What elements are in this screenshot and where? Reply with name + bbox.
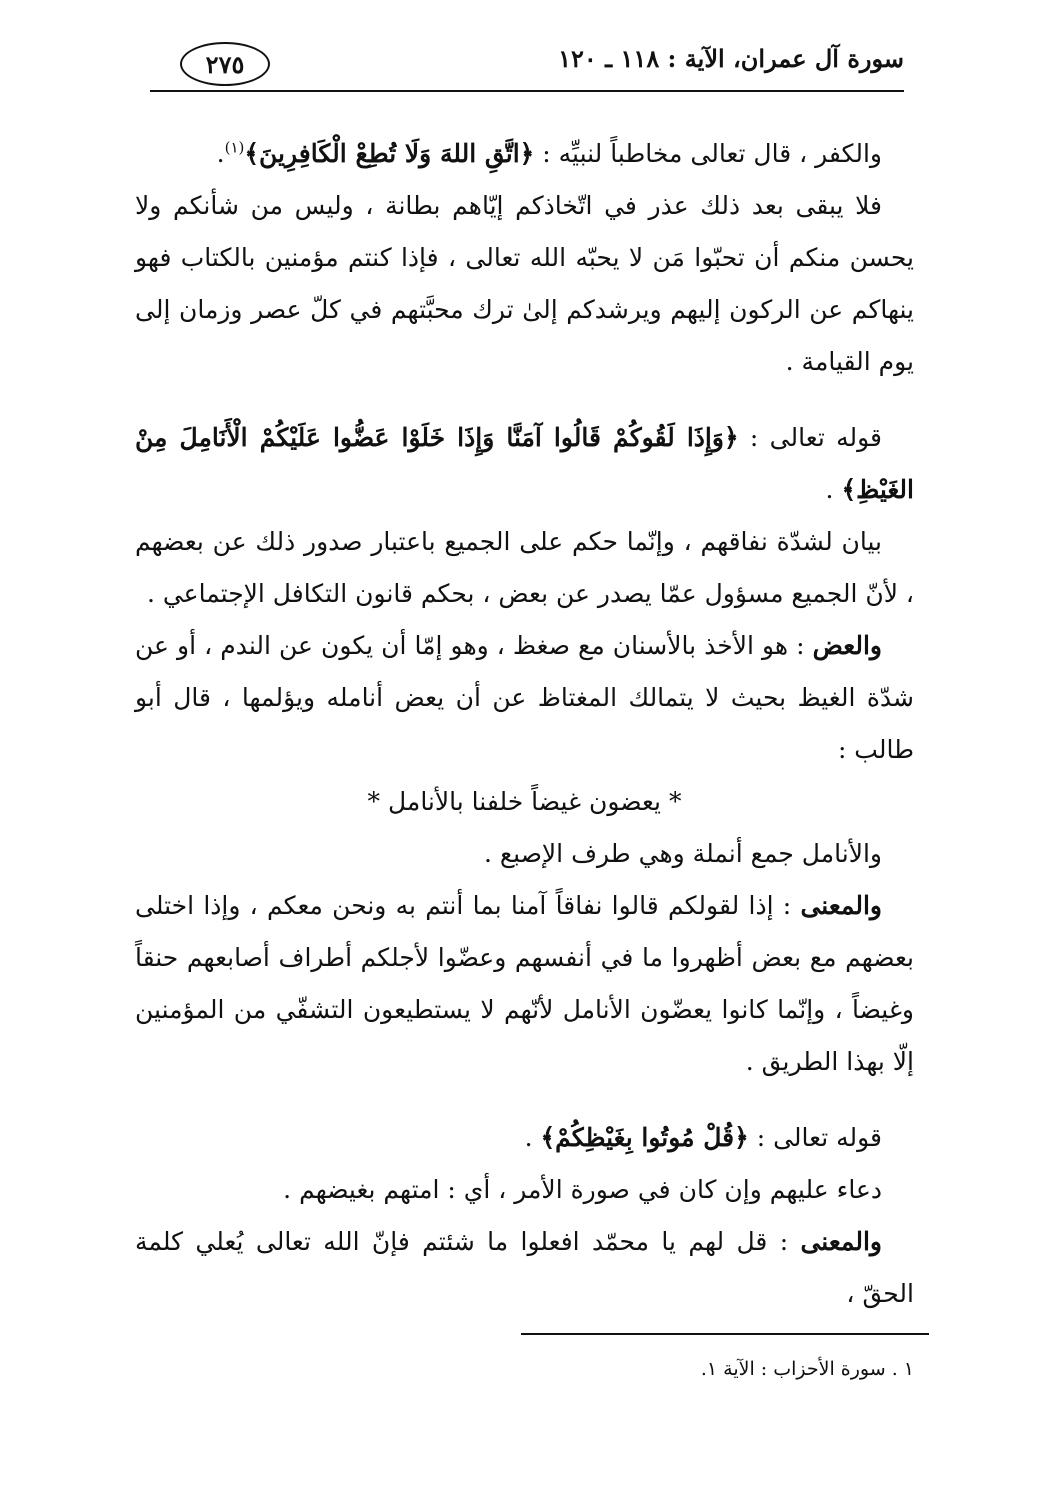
paragraph-1-end: .	[216, 139, 225, 168]
poetry-verse: * يعضون غيضاً خلفنا بالأنامل *	[367, 787, 682, 816]
footnote-divider	[521, 1333, 929, 1335]
main-text	[135, 128, 914, 1320]
paragraph-7-text: : إذا لقولكم قالوا نفاقاً آمنا بما أنتم به ونحن معكم ، وإذا اختلى بعضهم مع بعض أظهروا ما في أنفسهم وعضّوا لأجلكم أطراف أصابعهم حنقاً وغيضاً ، وإنّما كانوا يعضّون الأنامل لأنّهم لا يستطيعون التشفّي من المؤمنين إلّا بهذا الطريق .	[135, 891, 914, 1076]
section-gap	[135, 1088, 914, 1112]
footnote-ref-1: (١)	[224, 138, 245, 157]
paragraph-5	[135, 620, 914, 776]
paragraph-5-text: : هو الأخذ بالأسنان مع صغظ ، وهو إمّا أن يكون عن الندم ، أو عن شدّة الغيظ بحيث لا يتمالك المغتاظ عن أن يعض أنامله ويؤلمها ، قال أبو طالب :	[135, 631, 914, 764]
paragraph-1	[135, 128, 914, 180]
term-al-add: والعض	[812, 631, 882, 660]
paragraph-1-text: والكفر ، قال تعالى مخاطباً لنبيِّه :	[534, 139, 882, 168]
paragraph-8	[135, 1112, 914, 1164]
footnote-1: ١ . سورة الأحزاب : الآية ١.	[700, 1358, 914, 1380]
term-al-mana-2: والمعنى	[800, 1227, 882, 1256]
running-header	[150, 40, 904, 92]
paragraph-6: والأنامل جمع أنملة وهي طرف الإصبع .	[483, 839, 882, 868]
paragraph-8-end: .	[524, 1123, 541, 1152]
paragraph-4: بيان لشدّة نفاقهم ، وإنّما حكم على الجميع باعتبار صدور ذلك عن بعضهم ، لأنّ الجميع مسؤول عمّا يصدر عن بعض ، بحكم قانون التكافل الإجتماعي .	[135, 527, 914, 608]
paragraph-3-text: قوله تعالى :	[738, 423, 882, 452]
quran-quote-3: ﴿قُلْ مُوتُوا بِغَيْظِكُمْ﴾	[540, 1123, 749, 1152]
term-al-mana: والمعنى	[800, 891, 882, 920]
quran-quote-2: ﴿وَإِذَا لَقُوكُمْ قَالُوا آمَنَّا وَإِذَا خَلَوْا عَضُّوا عَلَيْكُمْ الْأَنَامِلَ مِنْ الغَيْظِ﴾	[135, 423, 914, 504]
paragraph-10	[135, 1216, 914, 1320]
paragraph-2: فلا يبقى بعد ذلك عذر في اتّخاذكم إيّاهم بطانة ، وليس من شأنكم ولا يحسن منكم أن تحبّوا مَن لا يحبّه الله تعالى ، فإذا كنتم مؤمنين بالكتاب فهو ينهاكم عن الركون إليهم ويرشدكم إلىٰ ترك محبَّتهم في كلّ عصر وزمان إلى يوم القيامة .	[135, 191, 914, 376]
paragraph-10-text: : قل لهم يا محمّد افعلوا ما شئتم فإنّ الله تعالى يُعلي كلمة الحقّ ،	[135, 1227, 914, 1308]
paragraph-3-end: .	[825, 475, 842, 504]
quran-quote-1: ﴿اتَّقِ اللهَ وَلَا تُطِعْ الْكَافِرِينَ﴾	[244, 139, 535, 168]
paragraph-3	[135, 412, 914, 516]
header-title: سورة آل عمران، الآية : ١١٨ ـ ١٢٠	[558, 44, 904, 73]
paragraph-9: دعاء عليهم وإن كان في صورة الأمر ، أي : امتهم بغيضهم .	[283, 1175, 882, 1204]
page-number: ٢٧٥	[180, 42, 270, 86]
paragraph-8-text: قوله تعالى :	[748, 1123, 882, 1152]
paragraph-7	[135, 880, 914, 1088]
section-gap	[135, 388, 914, 412]
